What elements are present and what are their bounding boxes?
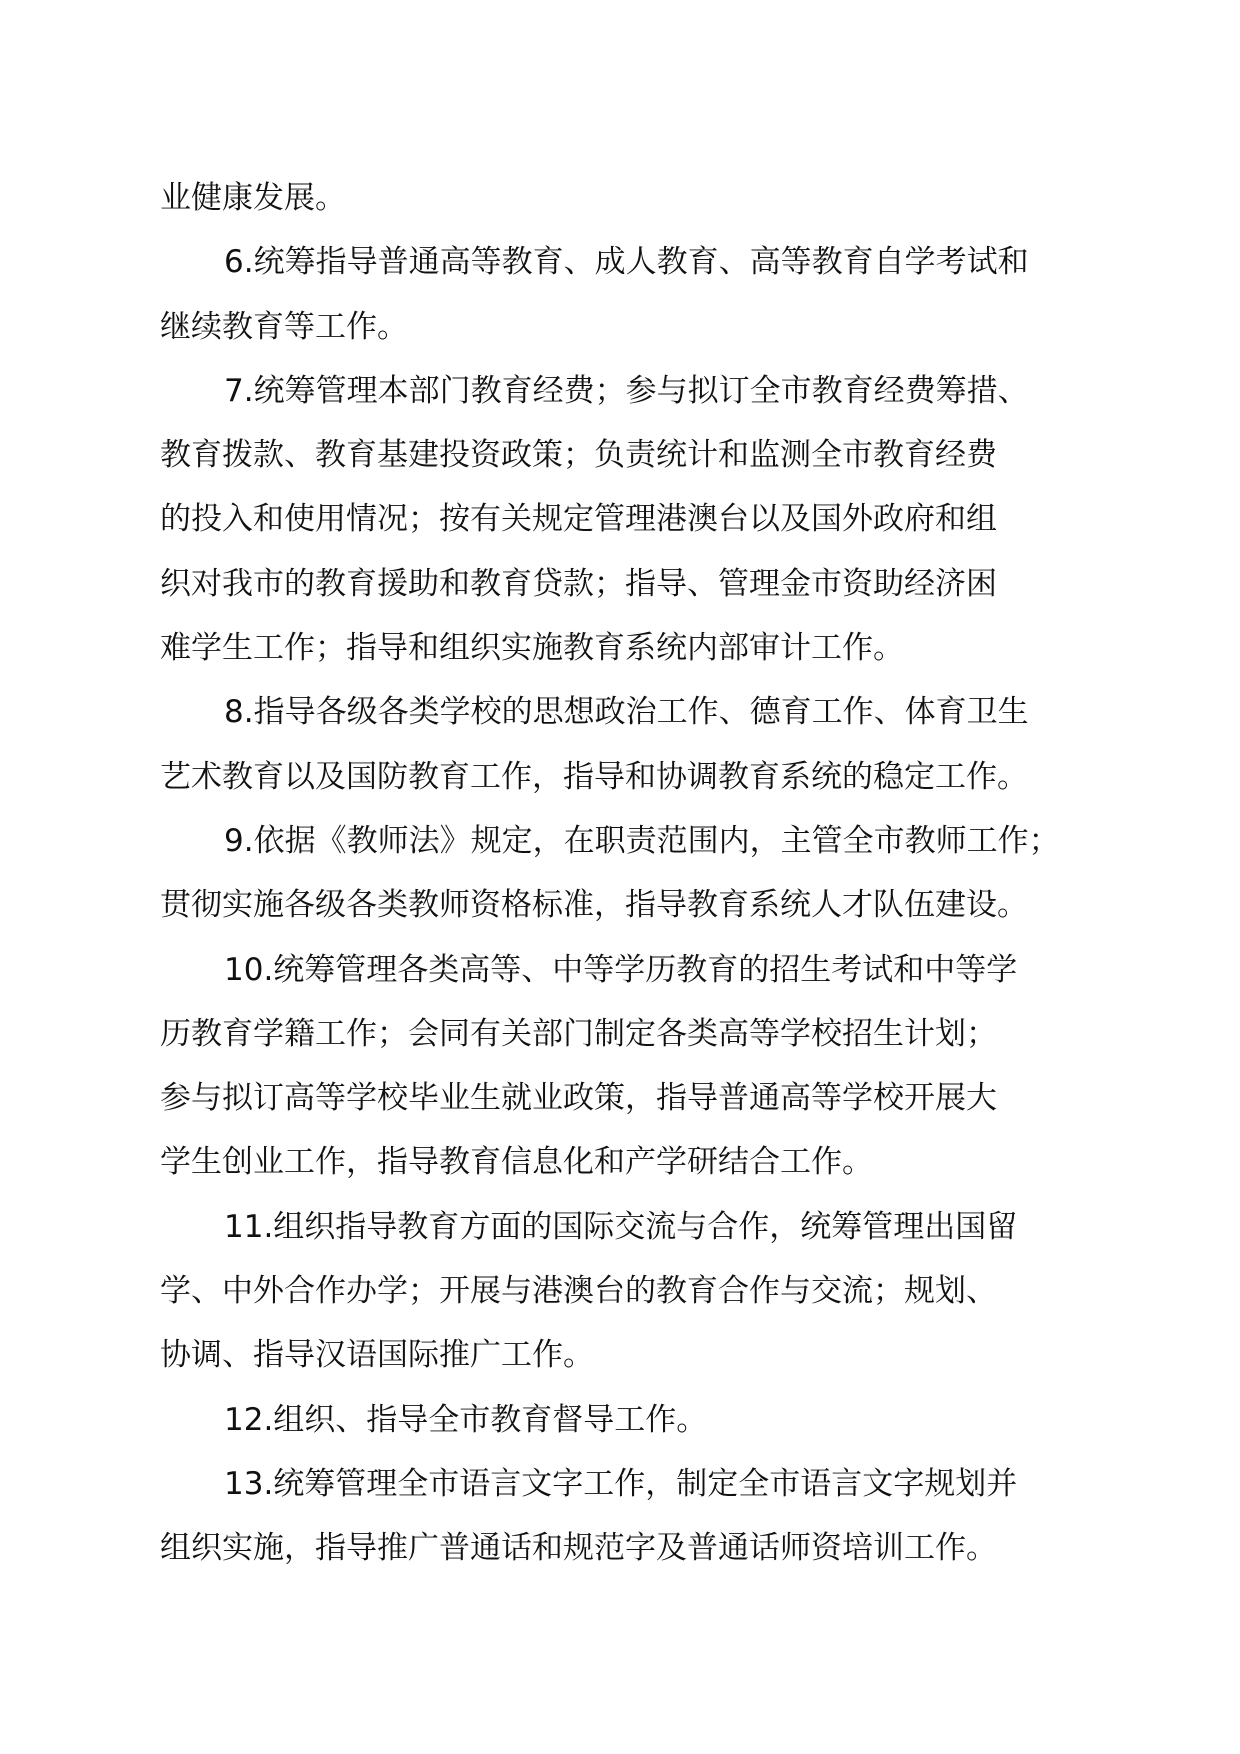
- text-line: 学生创业工作，指导教育信息化和产学研结合工作。: [160, 1144, 873, 1181]
- text-line: 历教育学籍工作；会同有关部门制定各类高等学校招生计划；: [160, 1015, 997, 1052]
- text-line: 组织实施，指导推广普通话和规范字及普通话师资培训工作。: [160, 1530, 997, 1567]
- text-line: 继续教育等工作。: [160, 308, 408, 345]
- text-line: 学、中外合作办学；开展与港澳台的教育合作与交流；规划、: [160, 1273, 997, 1310]
- paragraph-item-12-start: 12.组织、指导全市教育督导工作。: [224, 1401, 708, 1438]
- paragraph-item-6-start: 6.统筹指导普通高等教育、成人教育、高等教育自学考试和: [224, 244, 1029, 281]
- paragraph-item-10-start: 10.统筹管理各类高等、中等学历教育的招生考试和中等学: [224, 951, 1018, 988]
- text-line: 贯彻实施各级各类教师资格标准，指导教育系统人才队伍建设。: [160, 887, 1028, 924]
- text-line: 参与拟订高等学校毕业生就业政策，指导普通高等学校开展大: [160, 1080, 997, 1117]
- paragraph-item-8-start: 8.指导各级各类学校的思想政治工作、德育工作、体育卫生: [224, 694, 1029, 731]
- text-line: 艺术教育以及国防教育工作，指导和协调教育系统的稳定工作。: [160, 758, 1028, 795]
- text-line: 的投入和使用情况；按有关规定管理港澳台以及国外政府和组: [160, 501, 997, 538]
- text-line: 难学生工作；指导和组织实施教育系统内部审计工作。: [160, 630, 904, 667]
- text-line: 织对我市的教育援助和教育贷款；指导、管理金市资助经济困: [160, 565, 997, 602]
- text-line: 业健康发展。: [160, 180, 346, 216]
- paragraph-item-9-start: 9.依据《教师法》规定，在职责范围内，主管全市教师工作；: [224, 822, 1060, 859]
- text-line: 教育拨款、教育基建投资政策；负责统计和监测全市教育经费: [160, 437, 997, 474]
- text-line: 协调、指导汉语国际推广工作。: [160, 1337, 594, 1374]
- document-body: [160, 166, 1100, 1581]
- paragraph-item-11-start: 11.组织指导教育方面的国际交流与合作，统筹管理出国留: [224, 1208, 1018, 1245]
- paragraph-item-7-start: 7.统筹管理本部门教育经费；参与拟订全市教育经费筹措、: [224, 372, 1029, 409]
- paragraph-item-13-start: 13.统筹管理全市语言文字工作，制定全市语言文字规划并: [224, 1465, 1018, 1502]
